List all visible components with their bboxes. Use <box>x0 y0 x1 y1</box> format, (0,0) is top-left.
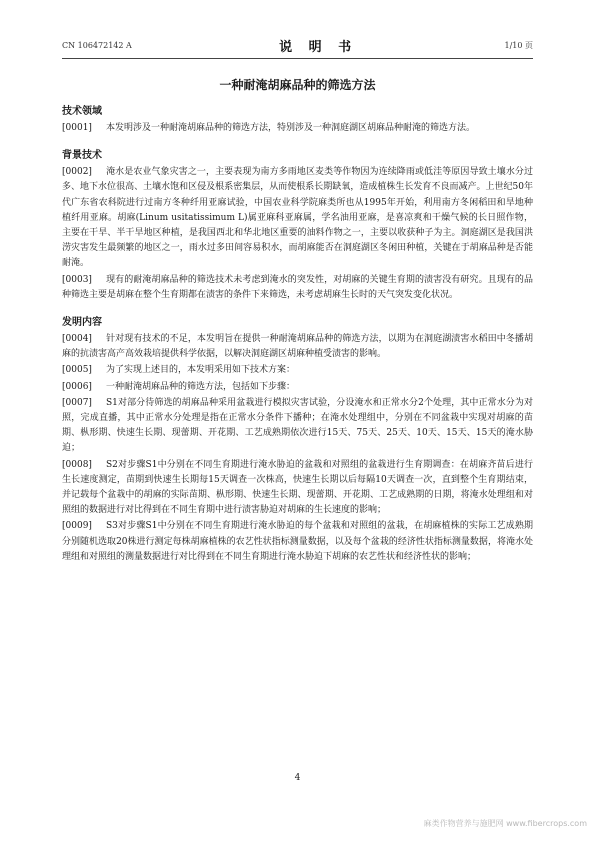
paragraph <box>62 363 533 378</box>
paragraph <box>62 380 533 395</box>
section-heading: 背景技术 <box>62 150 102 162</box>
section-heading: 发明内容 <box>62 317 102 329</box>
paragraph <box>62 332 533 362</box>
paragraph-number: [0001] <box>62 123 92 133</box>
patent-number: CN 106472142 A <box>62 40 132 50</box>
paragraph-text: 一种耐淹胡麻品种的筛选方法，包括如下步骤： <box>106 381 296 392</box>
paragraph-text: S3对步骤S1中分别在不同生育期进行淹水胁迫的每个盆栽和对照组的盆栽，在胡麻植株的实际工艺成熟期分别随机选取20株进行测定每株胡麻植株的农艺性状指标测量数据，以及每个盆栽的经济性状指标测量数据，将淹水处理组和对照组的测量数据进行对比得到在不同生育期进行淹水胁迫下胡麻的农艺性状和经济性状的影响； <box>62 521 533 562</box>
page-number: 4 <box>294 773 301 783</box>
paragraph <box>62 519 533 565</box>
paragraph-text: S2对步骤S1中分别在不同生育期进行淹水胁迫的盆栽和对照组的盆栽进行生育期调查：在胡麻齐苗后进行生长速度测定，苗期到快速生长期每15天调查一次株高，快速生长期以后每隔10天调查一次，直到整个生育期结束，并记载每个盆栽中的胡麻的实际苗期、枞形期、快速生长期、现蕾期、开花期、工艺成熟期的日期，将淹水处理组和对照组的数据进行对比得到在不同生育期中进行渍害胁迫对胡麻的生长速度的影响； <box>62 459 533 516</box>
paragraph-number: [0005] <box>62 365 92 376</box>
paragraph-text: 针对现有技术的不足，本发明旨在提供一种耐淹胡麻品种的筛选方法，以期为在洞庭湖渍害水稻田中冬播胡麻的抗渍害高产高效栽培提供科学依据，以解决洞庭湖区胡麻种植受渍害的影响。 <box>62 334 533 360</box>
header-rule <box>62 58 533 59</box>
paragraph-number: [0004] <box>62 334 92 345</box>
document-title: 一种耐淹胡麻品种的筛选方法 <box>219 78 376 92</box>
paragraph-text: S1对部分待筛选的胡麻品种采用盆栽进行模拟灾害试验，分设淹水和正常水分2个处理，其中正常水分为对照，完成直播，其中正常水分处理是指在正常水分条件下播种；在淹水处理组中，分别在不同盆栽中实现对胡麻的苗期、枞形期、快速生长期、现蕾期、开花期、工艺成熟期依次进行15天、75天、25天、10天、15天、15天的淹水胁迫； <box>62 397 533 454</box>
paragraph <box>62 396 533 457</box>
document-body <box>62 102 533 566</box>
paragraph <box>62 165 533 271</box>
paragraph-number: [0003] <box>62 274 92 285</box>
watermark: 麻类作物营养与施肥网 www.fibercrops.com <box>423 819 587 828</box>
section-heading: 技术领域 <box>62 106 102 117</box>
paragraph-number: [0002] <box>62 167 92 178</box>
header-title: 说 明 书 <box>279 39 358 55</box>
paragraph-number: [0009] <box>62 521 92 532</box>
paragraph-text: 淹水是农业气象灾害之一，主要表现为南方多雨地区麦类等作物因为连续降雨或低洼等原因导致土壤水分过多、地下水位很高、土壤水饱和区侵及根系密集层，从而使根系长期缺氧，造成植株生长发育不良而减产。上世纪50年代广东省农科院进行过南方冬种纤用亚麻试验，中国农业科学院麻类所也从1995年开始，利用南方冬闲稻田和旱地种植纤用亚麻。胡麻(Linum usitatissimum L)属亚麻科亚麻属，学名油用亚麻，是喜凉爽和干燥气候的长日照作物，主要在干旱、半干旱地区种植，是我国西北和华北地区重要的油料作物之一，主要以收获种子为主。洞庭湖区是我国洪涝灾害发生最频繁的地区之一，雨水过多田间容易积水，而胡麻能否在洞庭湖区冬闲田种植，关键在于胡麻品种是否能耐淹。 <box>62 167 533 269</box>
paragraph-text: 现有的耐淹胡麻品种的筛选技术未考虑到淹水的突发性，对胡麻的关键生育期的渍害没有研究。且现有的品种筛选主要是胡麻在整个生育期都在渍害的条件下来筛选，未考虑胡麻生长时的天气突发变化状况。 <box>62 274 533 300</box>
paragraph <box>62 273 533 303</box>
page-indicator: 1/10 页 <box>504 40 533 50</box>
paragraph-number: [0006] <box>62 381 92 392</box>
paragraph <box>62 458 533 519</box>
paragraph-number: [0008] <box>62 459 92 470</box>
paragraph <box>62 121 533 136</box>
paragraph-text: 为了实现上述目的，本发明采用如下技术方案： <box>106 365 296 376</box>
page-header <box>62 36 533 54</box>
paragraph-text: 本发明涉及一种耐淹胡麻品种的筛选方法，特别涉及一种洞庭湖区胡麻品种耐淹的筛选方法。 <box>106 123 476 133</box>
paragraph-number: [0007] <box>62 397 92 408</box>
